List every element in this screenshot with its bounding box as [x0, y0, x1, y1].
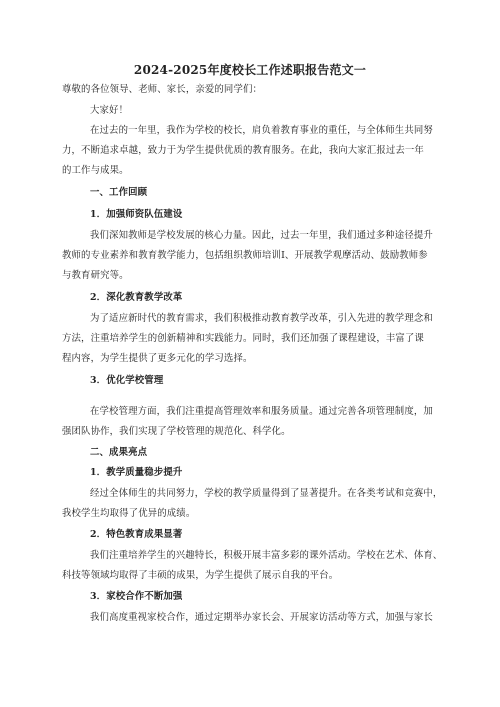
paragraph-line: 我们深知教师是学校发展的核心力量。因此，过去一年里，我们通过多种途径提升	[90, 230, 433, 241]
paragraph-line: 为了适应新时代的教育需求，我们积极推动教育教学改革，引入先进的教学理念和	[90, 313, 433, 324]
intro-line-1: 在过去的一年里，我作为学校的校长，肩负着教育事业的重任，与全体师生共同努	[90, 125, 433, 136]
paragraph-line: 方法，注重培养学生的创新精神和实践能力。同时，我们还加强了课程建设，丰富了课	[62, 333, 424, 344]
subheading-home-school: 3．家校合作不断加强	[90, 591, 183, 602]
intro-line-3: 的工作与成果。	[62, 165, 129, 176]
paragraph-line: 我们高度重视家校合作，通过定期举办家长会、开展家访活动等方式，加强与家长	[90, 612, 433, 623]
paragraph-line: 教师的专业素养和教育教学能力，包括组织教师培训I、开展教学观摩活动、鼓励教师参	[62, 250, 428, 261]
section-heading-review: 一、工作回顾	[90, 187, 148, 198]
document-title: 2024-2025年度校长工作述职报告范文一	[133, 63, 367, 77]
paragraph-line: 在学校管理方面，我们注重提高管理效率和服务质量。通过完善各项管理制度，加	[90, 406, 433, 417]
intro-line-2: 力，不断追求卓越，致力于为学生提供优质的教育服务。在此，我向大家汇报过去一年	[62, 145, 424, 156]
subheading-school-management: 3．优化学校管理	[90, 375, 164, 386]
greeting: 大家好！	[90, 105, 129, 116]
paragraph-line: 科技等领域均取得了丰硕的成果，为学生提供了展示自我的平台。	[62, 570, 339, 581]
paragraph-line: 经过全体师生的共同努力，学校的教学质量得到了显著提升。在各类考试和竞赛中，	[90, 488, 443, 499]
paragraph-line: 我校学生均取得了优异的成绩。	[62, 508, 196, 519]
paragraph-line: 程内容，为学生提供了更多元化的学习选择。	[62, 353, 253, 364]
salutation: 尊敬的各位领导、老师、家长，亲爱的同学们：	[62, 84, 263, 95]
paragraph-line: 与教育研究等。	[62, 270, 129, 281]
paragraph-line: 我们注重培养学生的兴趣特长，积极开展丰富多彩的课外活动。学校在艺术、体育、	[90, 550, 443, 561]
subheading-teaching-quality: 1．教学质量稳步提升	[90, 467, 183, 478]
subheading-teaching-reform: 2．深化教育教学改革	[90, 292, 183, 303]
subheading-special-education: 2．特色教育成果显著	[90, 529, 183, 540]
paragraph-line: 强团队协作，我们实现了学校管理的规范化、科学化。	[62, 426, 291, 437]
section-heading-highlights: 二、成果亮点	[90, 447, 148, 458]
subheading-teacher-team: 1．加强师资队伍建设	[90, 209, 183, 220]
